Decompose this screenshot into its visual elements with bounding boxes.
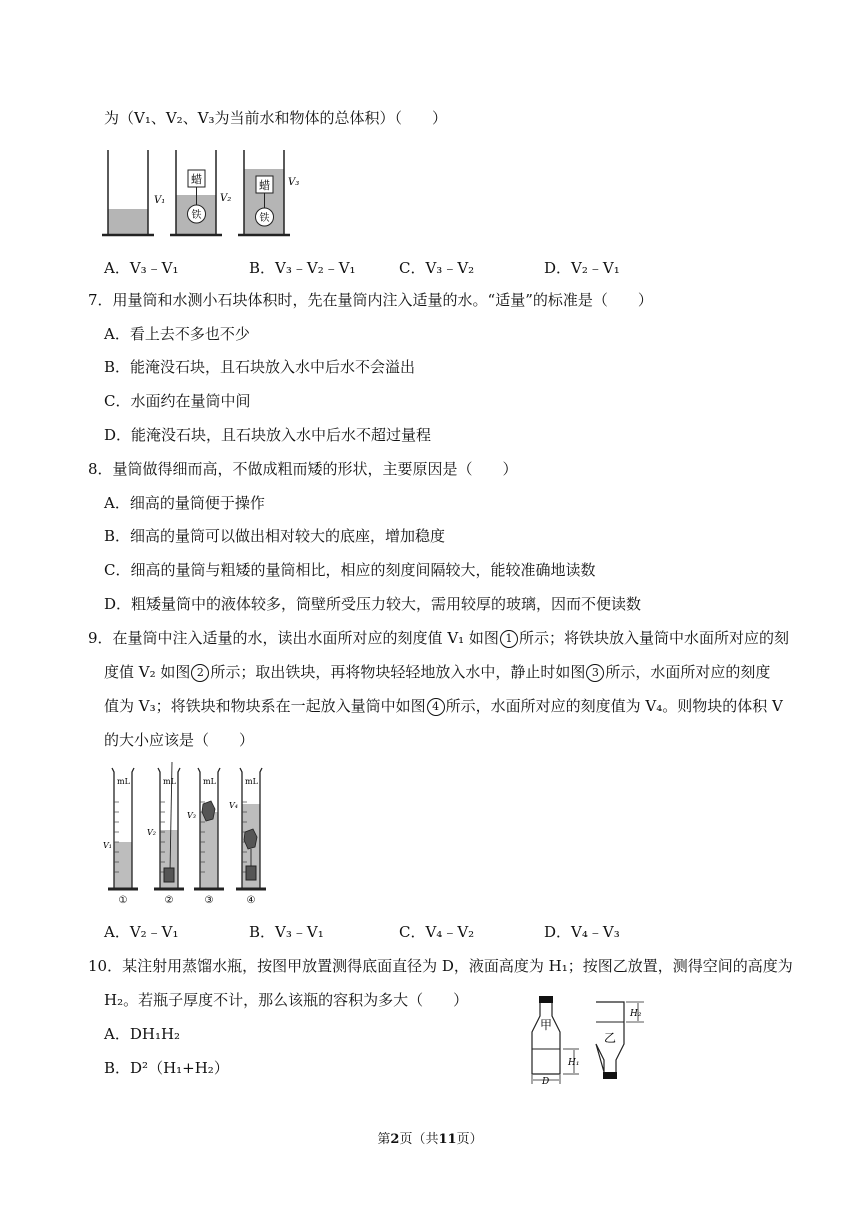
q9-fig-number-2: ② [164, 895, 174, 904]
q9-option-b[interactable]: B．V₃﹣V₁ [249, 923, 324, 941]
q10-h2-label: H₂ [630, 1009, 642, 1019]
q9-cylinder-1 [103, 768, 138, 904]
q10-stem-line-2: H₂。若瓶子厚度不计，那么该瓶的容积为多大（ ） [104, 991, 469, 1009]
q6-option-d[interactable]: D．V₂﹣V₁ [544, 259, 620, 277]
q9-cylinder-2 [147, 762, 184, 904]
q10-d-label: D [542, 1077, 550, 1084]
q8-option-c[interactable]: C．细高的量筒与粗矮的量筒相比，相应的刻度间隔较大，能较准确地读数 [104, 561, 596, 579]
q9-option-d[interactable]: D．V₄﹣V₃ [544, 923, 620, 941]
q9-ml-label-2: mL [163, 777, 176, 786]
q9-stem-line-1: 9．在量筒中注入适量的水，读出水面所对应的刻度值 V₁ 如图 1 所示；将铁块放入量筒中水面所对应的刻 [88, 629, 789, 647]
q6-iron-label-1: 铁 [191, 210, 202, 221]
q6-cylinder-2 [170, 150, 231, 235]
circled-2: 2 [191, 664, 209, 682]
q9-cylinder-3 [187, 768, 224, 904]
q9-stem-line-3: 值为 V₃；将铁块和物块系在一起放入量筒中如图 4 所示，水面所对应的刻度值为 V₄。则物块的体积 V [104, 697, 783, 715]
page-number: 2 [390, 1132, 400, 1147]
q9-fig-number-4: ④ [246, 895, 256, 904]
q10-yi-label: 乙 [603, 1031, 617, 1045]
q8-stem: 8．量筒做得细而高，不做成粗而矮的形状，主要原因是（ ） [88, 460, 518, 478]
q6-stem-tail: 为（V₁、V₂、V₃为当前水和物体的总体积）（ ） [104, 109, 448, 127]
q10-option-a[interactable]: A．DH₁H₂ [104, 1025, 181, 1043]
q8-option-a[interactable]: A．细高的量筒便于操作 [104, 494, 265, 512]
q9-cylinder-4 [229, 768, 266, 904]
q8-option-d[interactable]: D．粗矮量筒中的液体较多，筒壁所受压力较大，需用较厚的玻璃，因而不便读数 [104, 595, 642, 613]
q9-v4-label: V₄ [229, 801, 238, 810]
q6-wax-label-2: 蜡 [259, 179, 270, 192]
q9-option-c[interactable]: C．V₄﹣V₂ [399, 923, 475, 941]
q9-ml-label-3: mL [203, 777, 216, 786]
q6-cylinder-3 [238, 150, 299, 235]
q6-option-a[interactable]: A．V₃﹣V₁ [104, 259, 179, 277]
circled-3: 3 [586, 664, 604, 682]
q6-v2-label: V₂ [220, 193, 232, 204]
q9-stem-line-4: 的大小应该是（ ） [104, 731, 255, 749]
q9-fig-number-3: ③ [204, 895, 214, 904]
q7-stem: 7．用量筒和水测小石块体积时，先在量筒内注入适量的水。“适量”的标准是（ ） [88, 291, 653, 309]
q6-option-b[interactable]: B．V₃﹣V₂﹣V₁ [249, 259, 356, 277]
q9-v1-label: V₁ [103, 841, 112, 850]
q10-figure [524, 992, 684, 1084]
q10-stem-line-1: 10．某注射用蒸馏水瓶，按图甲放置测得底面直径为 D，液面高度为 H₁；按图乙放置，测得空间的高度为 [88, 957, 793, 975]
page-footer: 第2页（共11页） [377, 1132, 483, 1147]
q9-stem-line-2: 度值 V₂ 如图 2 所示；取出铁块，再将物块轻轻地放入水中，静止时如图 3 所示，水面所对应的刻度 [104, 663, 771, 681]
q9-option-a[interactable]: A．V₂﹣V₁ [104, 923, 179, 941]
q8-option-b[interactable]: B．细高的量筒可以做出相对较大的底座，增加稳度 [104, 527, 446, 545]
q6-iron-label-2: 铁 [259, 213, 270, 224]
q10-jia-label: 甲 [539, 1018, 553, 1032]
q10-bottle-jia [532, 996, 579, 1084]
q9-fig-number-1: ① [118, 895, 128, 904]
q9-v3-label: V₃ [187, 811, 196, 820]
q10-bottle-yi [596, 1002, 644, 1079]
q6-v1-label: V₁ [154, 195, 166, 206]
q7-option-a[interactable]: A．看上去不多也不少 [104, 325, 250, 343]
circled-4: 4 [427, 698, 445, 716]
q9-ml-label-1: mL [117, 777, 130, 786]
q10-option-b[interactable]: B．D²（H₁+H₂） [104, 1059, 229, 1077]
q7-option-b[interactable]: B．能淹没石块，且石块放入水中后水不会溢出 [104, 358, 416, 376]
q6-option-c[interactable]: C．V₃﹣V₂ [399, 259, 475, 277]
q6-wax-label-1: 蜡 [191, 173, 202, 186]
total-pages: 11 [438, 1132, 457, 1147]
q9-ml-label-4: mL [245, 777, 258, 786]
q10-h1-label: H₁ [568, 1058, 580, 1068]
q6-v3-label: V₃ [288, 177, 300, 188]
circled-1: 1 [500, 630, 518, 648]
q7-option-d[interactable]: D．能淹没石块，且石块放入水中后水不超过量程 [104, 426, 432, 444]
q7-option-c[interactable]: C．水面约在量筒中间 [104, 392, 251, 410]
q6-cylinder-1 [102, 150, 165, 235]
q6-figure [98, 145, 308, 240]
q9-figure [100, 762, 275, 904]
q9-v2-label: V₂ [147, 828, 156, 837]
